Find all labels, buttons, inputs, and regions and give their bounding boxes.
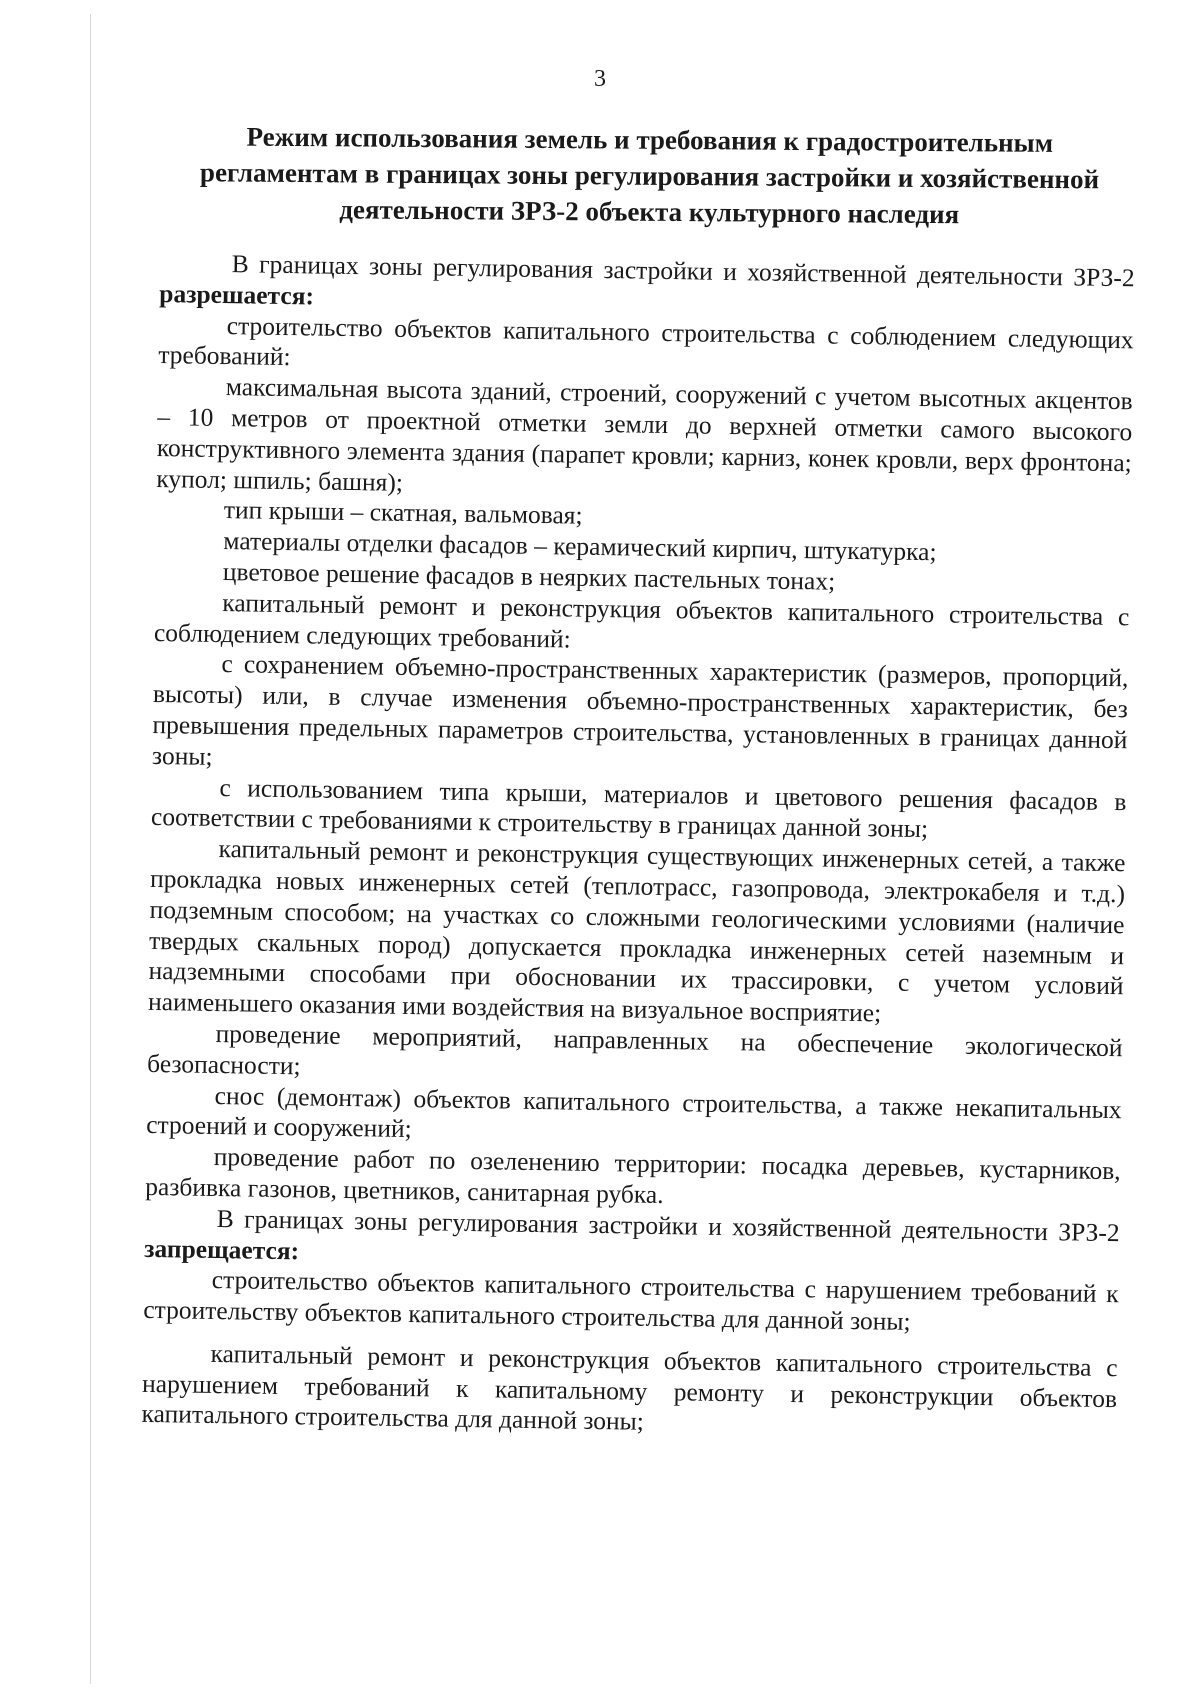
permitted-item: проведение работ по озеленению территории: посадка деревьев, кустарников, разбивка газонов, цветников, санитарная рубка. <box>145 1142 1121 1209</box>
page-number: 3 <box>594 66 606 92</box>
permitted-item: с сохранением объемно-пространственных характеристик (размеров, пропорций, высоты) или, в случае изменения объемно-пространственных характеристик, без превышения предельных параметров строительства, установленных в границах данной зоны; <box>151 649 1129 771</box>
permitted-item: материалы отделки фасадов – керамический кирпич, штукатурка; <box>223 526 937 567</box>
permitted-item: тип крыши – скатная, вальмовая; <box>223 495 583 531</box>
document-body <box>141 248 1134 1445</box>
permitted-item: проведение мероприятий, направленных на обеспечение экологической безопасности; <box>146 1018 1123 1081</box>
prohibited-item: капитальный ремонт и реконструкция объектов капитального строительства с нарушением требований к капитальному ремонту и реконструкции объектов капитального строительства для данной зоны; <box>141 1338 1118 1437</box>
permitted-item: цветовое решение фасадов в неярких пастельных тонах; <box>222 556 836 596</box>
permitted-intro-keyword: разрешается: <box>159 278 315 311</box>
scan-edge-line <box>90 14 91 1684</box>
document-title: Режим использования земель и требования к градостроительным регламентам в границах зоны регулирования застройки и хозяйственной деятельности ЗРЗ-2 объекта культурного наследия <box>199 121 1100 230</box>
permitted-item: с использованием типа крыши, материалов и цветового решения фасадов в соответствии с требованиями к строительству в границах данной зоны; <box>150 772 1127 844</box>
permitted-intro-text: В границах зоны регулирования застройки и хозяйственной деятельности ЗРЗ-2 <box>231 249 1135 293</box>
permitted-item: строительство объектов капитального строительства с соблюдением следующих требований: <box>158 310 1134 372</box>
permitted-item: капитальный ремонт и реконструкция объектов капитального строительства с соблюдением следующих требований: <box>153 587 1130 654</box>
prohibited-intro-text: В границах зоны регулирования застройки и хозяйственной деятельности ЗРЗ-2 <box>216 1203 1120 1247</box>
permitted-item: максимальная высота зданий, строений, сооружений с учетом высотных акцентов – 10 метров от проектной отметки земли до верхней отметки самого высокого конструктивного элемента здания (парапет кровли; карниз, конек кровли, верх фронтона; купол; шпиль; башня); <box>156 372 1133 497</box>
permitted-item: снос (демонтаж) объектов капитального строительства, а также некапитальных строений и сооружений; <box>145 1080 1122 1144</box>
prohibited-item: строительство объектов капитального строительства с нарушением требований к строительству объектов капитального строительства для данной зоны; <box>143 1265 1119 1337</box>
permitted-item: капитальный ремонт и реконструкция существующих инженерных сетей, а также прокладка новых инженерных сетей (теплотрасс, газопровода, электрокабеля и т.д.) подземным способом; на участках со сложными геологическими условиями (наличие твердых скальных пород) допускается прокладка инженерных сетей наземным и надземными способами при обосновании их трассировки, с учетом условий наименьшего оказания ими воздействия на визуальное восприятие; <box>147 834 1126 1028</box>
prohibited-intro-keyword: запрещается: <box>144 1233 300 1265</box>
